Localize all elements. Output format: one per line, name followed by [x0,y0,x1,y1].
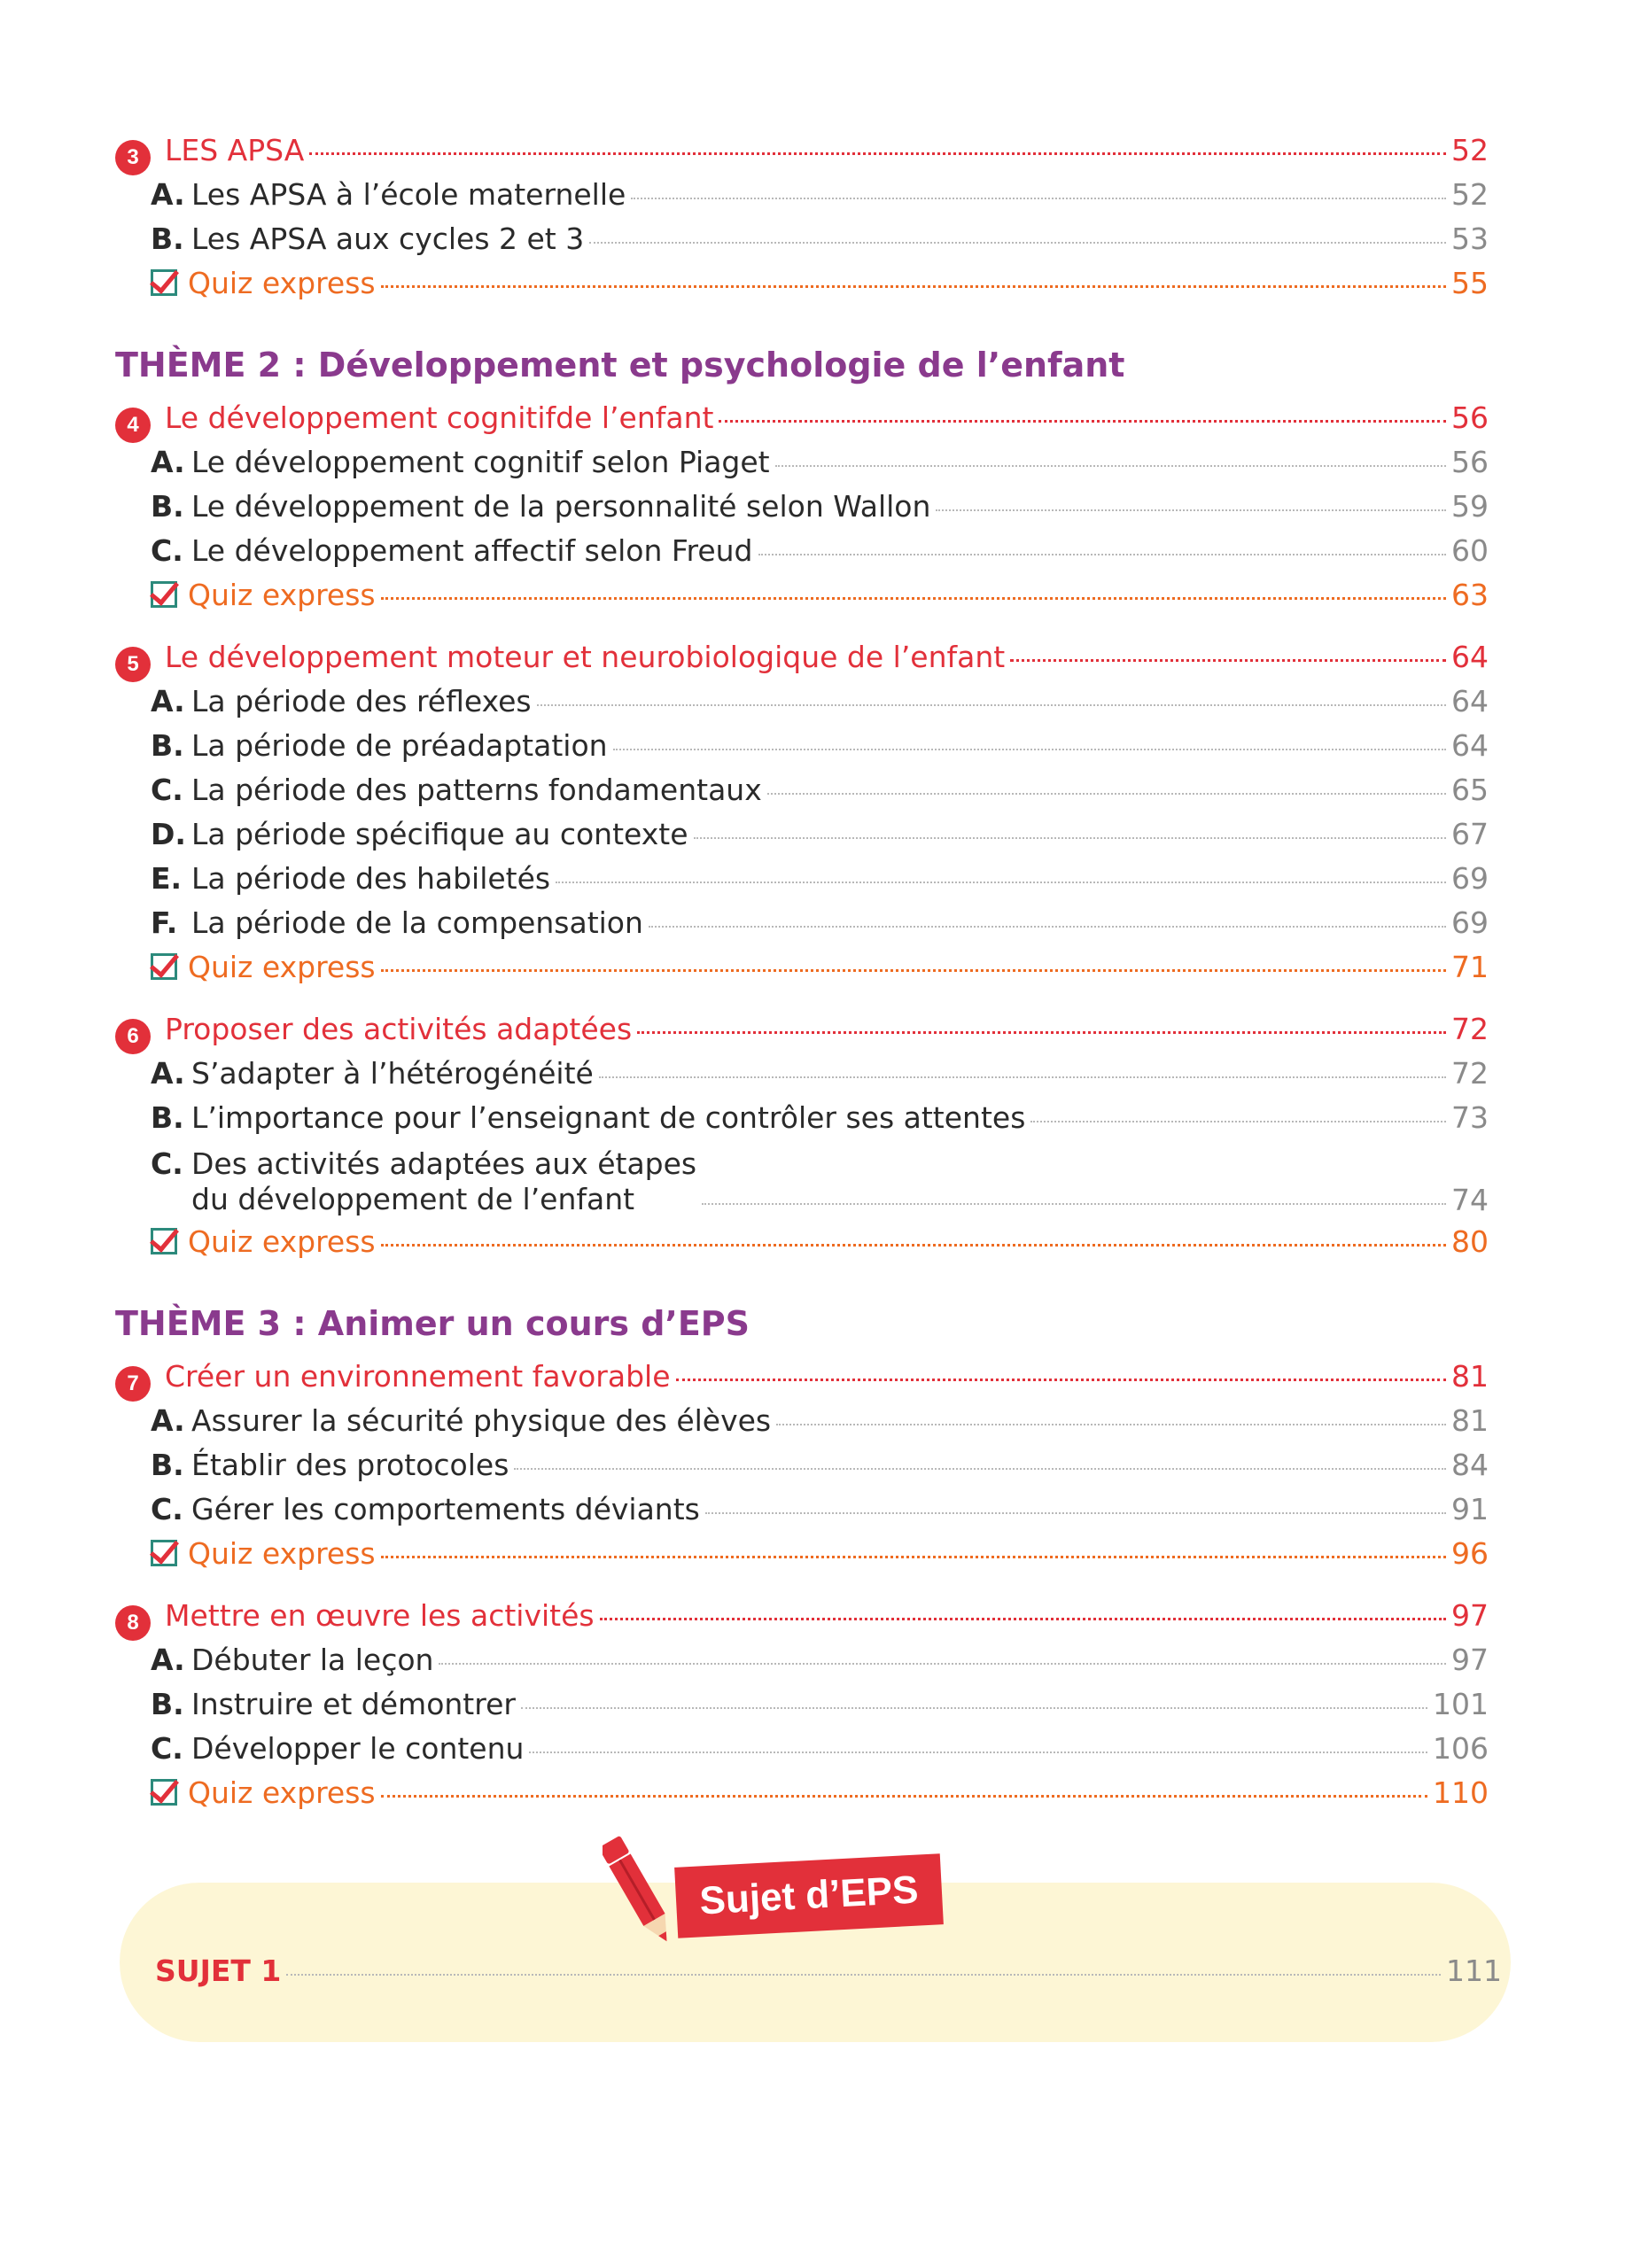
section-entry[interactable] [115,728,1489,773]
section-page: 74 [1451,1183,1489,1217]
theme-3-heading: THÈME 3 : Animer un cours d’EPS [115,1304,750,1343]
chapter-label [115,640,1005,679]
chapter-entry[interactable] [115,640,1489,684]
chapter-entry[interactable] [115,400,1489,445]
section-letter: A. [151,684,185,718]
section-label [151,489,930,524]
quiz-title: Quiz express [188,1536,376,1571]
section-label [151,1643,433,1677]
quiz-label [151,1224,376,1259]
quiz-label [151,1536,376,1571]
section-entry[interactable] [115,1056,1489,1100]
section-label [151,221,584,256]
dot-leader [631,198,1446,199]
dot-leader [758,554,1447,555]
section-title: Le développement affectif selon Freud [191,533,753,568]
chapter-entry[interactable] [115,1012,1489,1056]
chapter-label [115,133,304,172]
dot-leader [521,1707,1427,1709]
section-label [151,445,770,479]
section-title: La période spécifique au contexte [191,817,688,851]
checkbox-icon [151,581,177,608]
checkbox-icon [151,953,177,980]
section-page: 84 [1451,1448,1489,1482]
section-title: La période de préadaptation [191,728,608,763]
chapter-gap [115,1581,1489,1598]
dot-leader [767,793,1446,795]
section-letter: B. [151,489,184,524]
chapter-entry[interactable] [115,1598,1489,1643]
chapter-title: Créer un environnement favorable [165,1359,671,1394]
dot-leader [694,837,1446,839]
section-page: 64 [1451,684,1489,718]
quiz-label [151,266,376,300]
quiz-entry[interactable] [115,578,1489,622]
section-letter: C. [151,1146,183,1181]
section-label [151,905,643,940]
quiz-page: 63 [1451,578,1489,612]
section-letter: C. [151,773,183,807]
chapter-page: 81 [1451,1359,1489,1394]
section-letter: B. [151,1448,184,1482]
section-letter: A. [151,445,185,479]
checkbox-icon [151,1540,177,1566]
section-title: La période de la compensation [191,905,643,940]
section-page: 97 [1451,1643,1489,1677]
section-page: 64 [1451,728,1489,763]
section-page: 65 [1451,773,1489,807]
dot-leader [439,1663,1446,1665]
dot-leader [381,969,1446,972]
section-entry[interactable] [115,817,1489,861]
quiz-label [151,1775,376,1810]
section-entry[interactable] [115,1643,1489,1687]
section-label [151,728,608,763]
section-letter: A. [151,177,185,212]
chapter-gap [115,622,1489,640]
section-title: Des activités adaptées aux étapes [191,1146,697,1181]
quiz-page: 55 [1451,266,1489,300]
dot-leader [556,882,1446,883]
section-label [151,533,753,568]
chapter-page: 64 [1451,640,1489,674]
section-letter: A. [151,1403,185,1438]
section-entry[interactable] [115,1100,1489,1145]
checkbox-icon [151,1779,177,1806]
chapter-number-badge: 6 [115,1019,151,1054]
sujet-entry[interactable] [155,1953,1502,1988]
section-letter: E. [151,861,183,896]
sujet-banner: Sujet d’EPS [674,1853,944,1938]
section-title: Instruire et démontrer [191,1687,516,1721]
section-entry[interactable] [115,221,1489,266]
section-letter: D. [151,817,186,851]
dot-leader [676,1379,1446,1381]
chapter-page: 72 [1451,1012,1489,1046]
quiz-entry[interactable] [115,1536,1489,1581]
chapter-label [115,400,713,439]
dot-leader [381,285,1446,288]
section-entry[interactable] [115,1145,1489,1224]
chapter-page: 52 [1451,133,1489,167]
section-page: 53 [1451,221,1489,256]
section-label [151,1403,771,1438]
section-entry[interactable] [115,1448,1489,1492]
dot-leader [309,152,1446,155]
section-page: 73 [1451,1100,1489,1135]
dot-leader [705,1512,1446,1514]
dot-leader [514,1468,1446,1470]
section-letter: C. [151,1731,183,1766]
chapter-page: 97 [1451,1598,1489,1633]
section-label [151,1448,509,1482]
quiz-label [151,578,376,612]
section-title: Établir des protocoles [191,1448,509,1482]
section-letter: A. [151,1643,185,1677]
dot-leader [613,749,1446,750]
section-page: 52 [1451,177,1489,212]
section-entry[interactable] [115,905,1489,950]
section-letter: C. [151,1492,183,1526]
chapter-number-badge: 7 [115,1366,151,1402]
section-title: Le développement cognitif selon Piaget [191,445,770,479]
chapter-title: Le développement moteur et neurobiologique de l’enfant [165,640,1006,674]
dot-leader [381,1244,1446,1247]
dot-leader [936,509,1446,511]
table-of-contents [115,133,1489,1820]
section-page: 69 [1451,905,1489,940]
quiz-entry[interactable] [115,1224,1489,1269]
dot-leader [776,1424,1446,1425]
section-entry[interactable] [115,177,1489,221]
section-entry[interactable] [115,773,1489,817]
checkbox-icon [151,269,177,296]
quiz-title: Quiz express [188,950,376,984]
section-entry[interactable] [115,445,1489,489]
sujet-entry-label: SUJET 1 [155,1953,282,1988]
quiz-entry[interactable] [115,266,1489,310]
section-label [151,1056,594,1091]
section-letter: B. [151,221,184,256]
chapter-entry[interactable] [115,133,1489,177]
dot-leader [381,597,1446,600]
dot-leader [600,1618,1446,1620]
section-title: La période des réflexes [191,684,532,718]
dot-leader [775,465,1446,467]
section-letter: B. [151,1100,184,1135]
section-page: 106 [1433,1731,1489,1766]
toc-part-3 [115,1359,1489,1820]
chapter-label [115,1598,595,1637]
section-entry[interactable] [115,489,1489,533]
section-page: 59 [1451,489,1489,524]
section-page: 101 [1433,1687,1489,1721]
quiz-title: Quiz express [188,266,376,300]
section-label [151,1731,524,1766]
chapter-number-badge: 3 [115,140,151,175]
toc-part-1 [115,133,1489,310]
section-entry[interactable] [115,1731,1489,1775]
toc-part-2 [115,400,1489,1269]
quiz-page: 80 [1451,1224,1489,1259]
quiz-entry[interactable] [115,1775,1489,1820]
dot-leader [1010,659,1446,662]
chapter-number-badge: 8 [115,1605,151,1641]
section-entry[interactable] [115,1403,1489,1448]
section-label [151,773,762,807]
dot-leader [599,1076,1446,1078]
section-title: La période des patterns fondamentaux [191,773,762,807]
chapter-page: 56 [1451,400,1489,435]
section-entry[interactable] [115,533,1489,578]
section-title: Débuter la leçon [191,1643,434,1677]
section-label [151,861,550,896]
chapter-label [115,1359,671,1398]
section-page: 72 [1451,1056,1489,1091]
section-letter: B. [151,728,184,763]
section-title: S’adapter à l’hétérogénéité [191,1056,594,1091]
quiz-page: 96 [1451,1536,1489,1571]
section-page: 69 [1451,861,1489,896]
section-label [151,1146,696,1217]
quiz-label [151,950,376,984]
section-page: 91 [1451,1492,1489,1526]
dot-leader [286,1974,1441,1976]
pencil-icon [603,1825,673,1958]
section-entry[interactable] [115,1687,1489,1731]
section-title: Assurer la sécurité physique des élèves [191,1403,772,1438]
chapter-gap [115,994,1489,1012]
section-title: Le développement de la personnalité selon Wallon [191,489,931,524]
dot-leader [649,926,1446,928]
quiz-title: Quiz express [188,1775,376,1810]
section-label [151,177,626,212]
section-title: Les APSA à l’école maternelle [191,177,626,212]
dot-leader [1030,1121,1446,1122]
dot-leader [381,1795,1427,1798]
section-label [151,817,688,851]
section-page: 67 [1451,817,1489,851]
quiz-page: 71 [1451,950,1489,984]
chapter-title: Proposer des activités adaptées [165,1012,633,1046]
section-title: Développer le contenu [191,1731,525,1766]
section-page: 60 [1451,533,1489,568]
quiz-page: 110 [1433,1775,1489,1810]
chapter-number-badge: 5 [115,647,151,682]
section-title: Les APSA aux cycles 2 et 3 [191,221,585,256]
section-title: La période des habiletés [191,861,551,896]
dot-leader [719,420,1446,423]
section-page: 81 [1451,1403,1489,1438]
section-title-line2: du développement de l’enfant [191,1182,635,1216]
section-letter: B. [151,1687,184,1721]
chapter-title: LES APSA [165,133,305,167]
dot-leader [537,704,1446,706]
dot-leader [637,1031,1446,1034]
section-label [151,1100,1025,1135]
dot-leader [381,1556,1446,1558]
chapter-title: Le développement cognitifde l’enfant [165,400,714,435]
dot-leader [529,1751,1427,1753]
chapter-title: Mettre en œuvre les activités [165,1598,595,1633]
section-title: Gérer les comportements déviants [191,1492,700,1526]
sujet-entry-page: 111 [1446,1953,1502,1988]
quiz-entry[interactable] [115,950,1489,994]
section-title: L’importance pour l’enseignant de contrôler ses attentes [191,1100,1026,1135]
chapter-entry[interactable] [115,1359,1489,1403]
section-letter: F. [151,905,178,940]
dot-leader [589,242,1446,244]
chapter-number-badge: 4 [115,408,151,443]
chapter-label [115,1012,632,1051]
section-entry[interactable] [115,684,1489,728]
section-page: 56 [1451,445,1489,479]
section-letter: A. [151,1056,185,1091]
quiz-title: Quiz express [188,578,376,612]
checkbox-icon [151,1228,177,1254]
section-label [151,1687,516,1721]
section-label [151,684,532,718]
section-entry[interactable] [115,861,1489,905]
section-label [151,1492,700,1526]
dot-leader [702,1203,1446,1205]
quiz-title: Quiz express [188,1224,376,1259]
section-letter: C. [151,533,183,568]
theme-2-heading: THÈME 2 : Développement et psychologie de l’enfant [115,346,1125,384]
section-entry[interactable] [115,1492,1489,1536]
